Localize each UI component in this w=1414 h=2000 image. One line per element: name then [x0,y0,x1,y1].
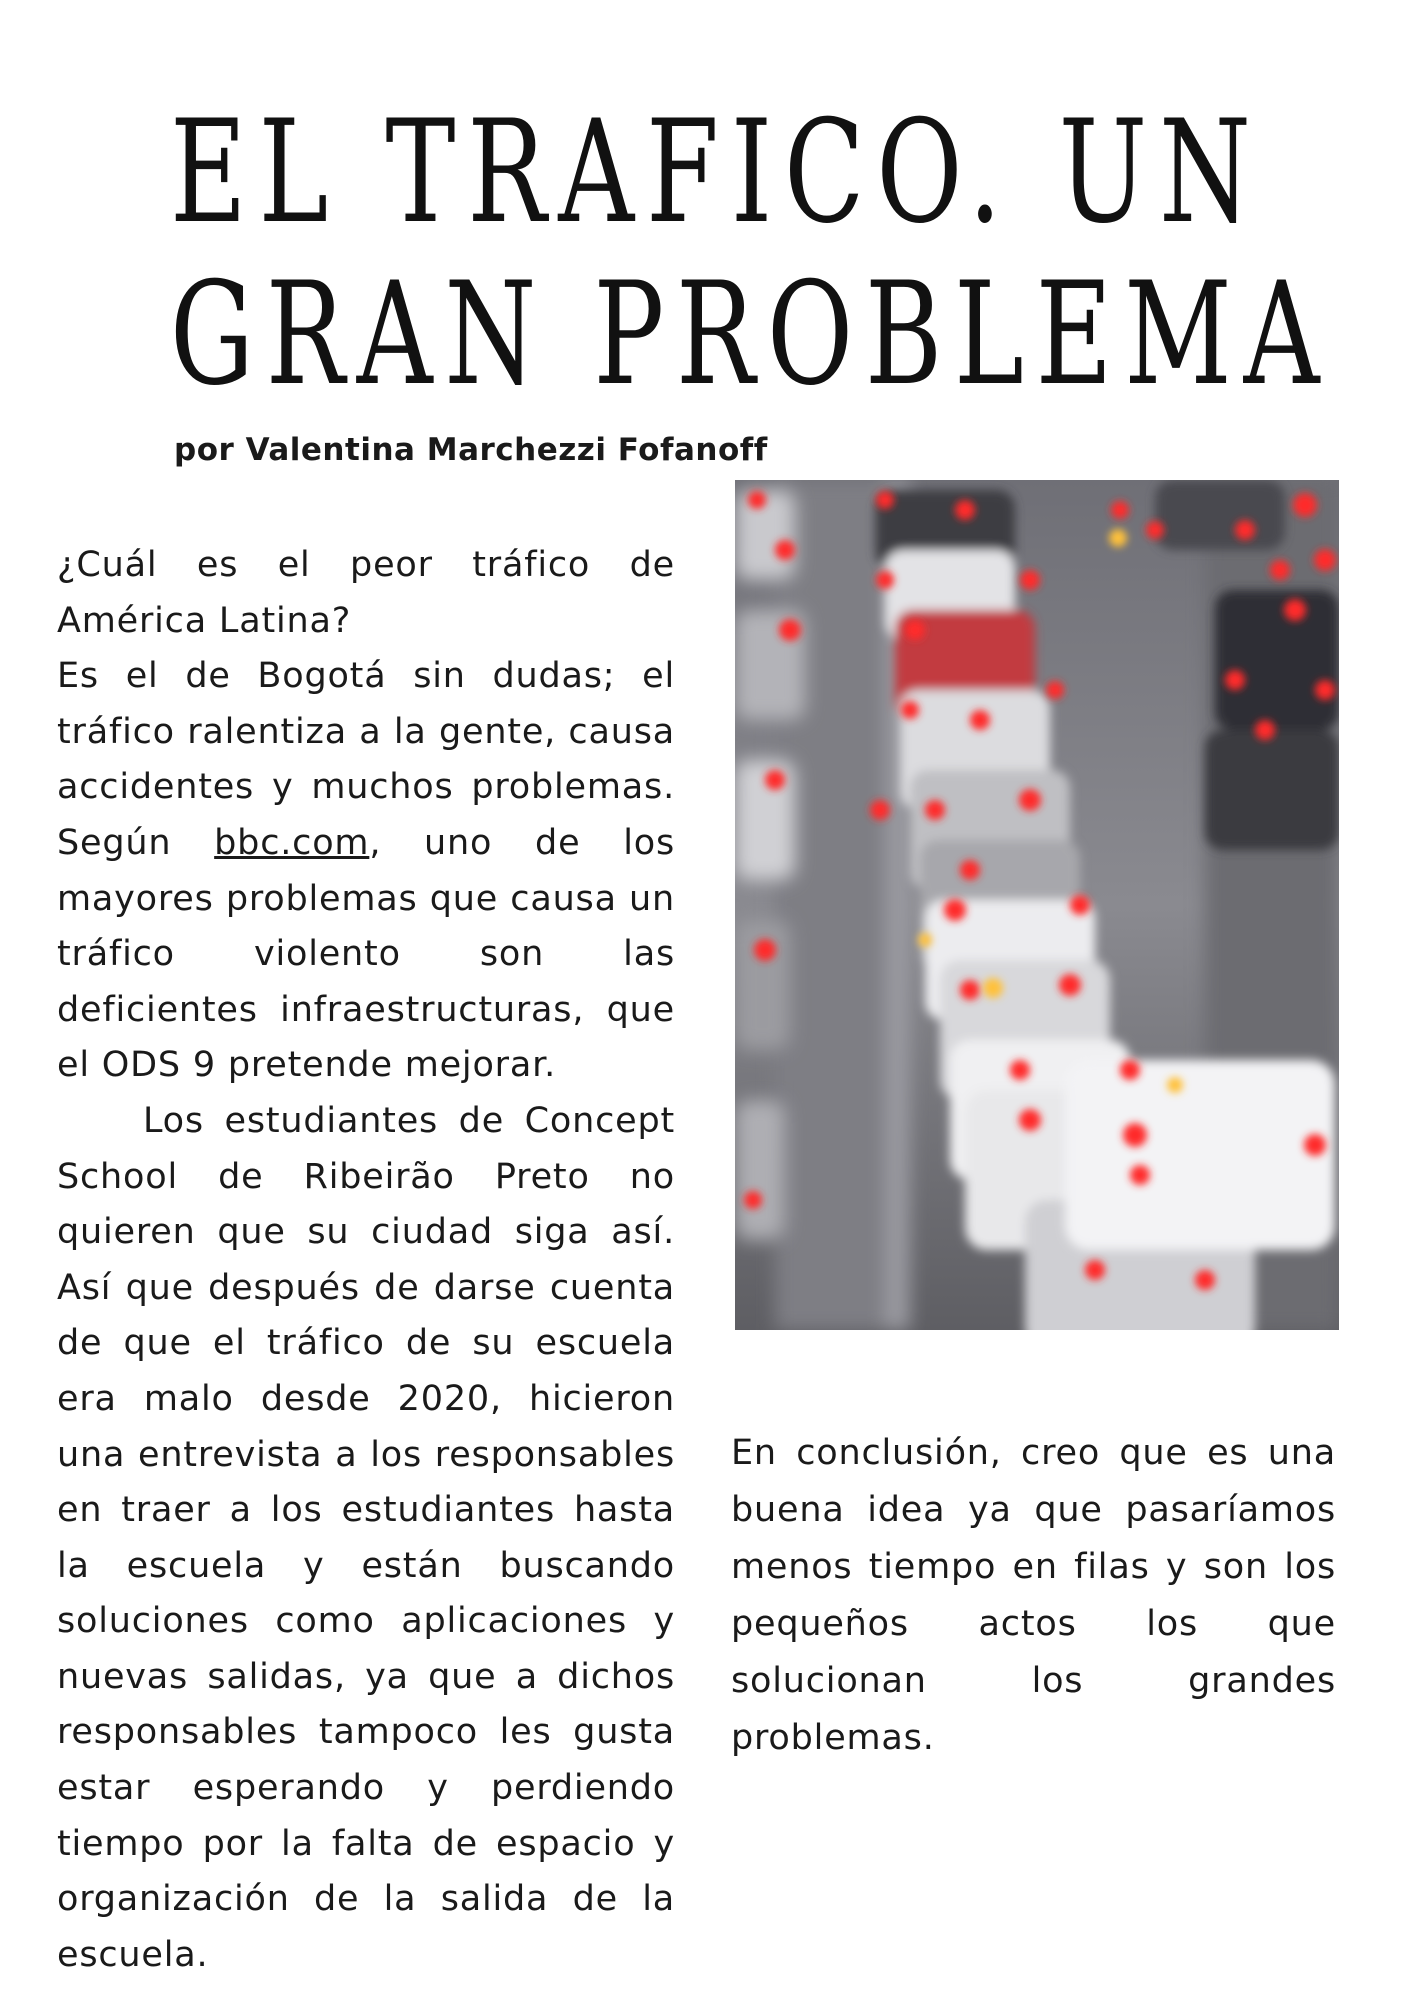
title-line-1: EL TRAFICO. UN [170,90,1263,255]
byline: por Valentina Marchezzi Fofanoff [174,432,768,468]
article-body-right [731,1425,1336,1767]
paragraph-bogota [57,649,675,1094]
paragraph-bogota-text-2: , uno de los mayores problemas que causa un tráfico violento son las deficientes infraestructuras, que el ODS 9 pretende mejorar. [57,822,675,1086]
traffic-photo [735,480,1339,1330]
article-title [170,90,1332,417]
article-body-left [57,538,675,1983]
paragraph-students: Los estudiantes de Concept School de Ribeirão Preto no quieren que su ciudad siga así. Así que después de darse cuenta de que el tráfico de su escuela era malo desde 2020, hicieron una entrevista a los responsables en traer a los estudiantes hasta la escuela y están buscando soluciones como aplicaciones y nuevas salidas, ya que a dichos responsables tampoco les gusta estar esperando y perdiendo tiempo por la falta de espacio y organización de la salida de la escuela. [57,1100,675,1975]
bbc-link[interactable]: bbc.com [214,822,370,863]
conclusion-paragraph: En conclusión, creo que es una buena idea ya que pasaríamos menos tiempo en filas y son los pequeños actos los que solucionan los grandes problemas. [731,1433,1336,1758]
title-line-2: GRAN PROBLEMA [170,252,1332,417]
intro-question: ¿Cuál es el peor tráfico de América Latina? [57,545,675,641]
paragraph-bogota-text-1: Es el de Bogotá sin dudas; el tráfico ralentiza a la gente, causa accidentes y muchos problemas. Según [57,656,675,863]
